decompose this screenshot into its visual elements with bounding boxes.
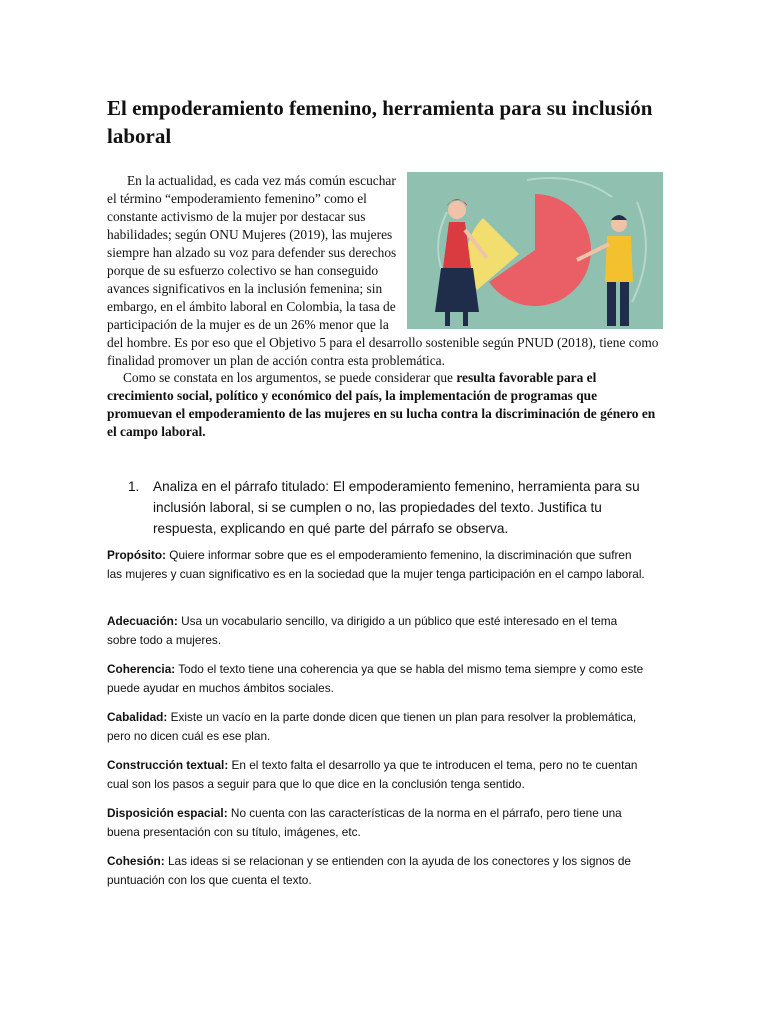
answer-adecuacion (107, 612, 647, 650)
intro-text: En la actualidad, es cada vez más común escuchar el término “empoderamiento femenino” como el constante activismo de la mujer por destacar sus habilidades; según ONU Mujeres (2019), las mujeres siempre han alzado su voz para defender sus derechos porque de su esfuerzo colectivo se han conseguido avances significativos en la inclusión femenina; sin embargo, en el ámbito laboral en Colombia, la tasa de participación de la mujer es de un 26% menor que la del hombre. Es por eso que el Objetivo 5 para el desarrollo sostenible según PNUD (2018), tiene como finalidad promover un plan de acción contra esta problemática. (107, 173, 659, 368)
answer-disposicion-espacial (107, 804, 647, 842)
page-title: El empoderamiento femenino, herramienta para su inclusión laboral (107, 96, 653, 148)
answer-text: Las ideas si se relacionan y se entienden con la ayuda de los conectores y los signos de puntuación con los que cuenta el texto. (107, 854, 631, 887)
answer-label: Propósito: (107, 548, 166, 562)
conclusion-bold: resulta favorable para el crecimiento social, político y económico del país, la implementación de programas que promuevan el empoderamiento de las mujeres en su lucha contra la discriminación de género en el campo laboral. (107, 370, 656, 439)
answer-label: Adecuación: (107, 614, 178, 628)
answer-label: Coherencia: (107, 662, 176, 676)
answer-text: Todo el texto tiene una coherencia ya que se habla del mismo tema siempre y como este puede ayudar en muchos ámbitos sociales. (107, 662, 644, 695)
question-item (128, 476, 658, 539)
answer-label: Cohesión: (107, 854, 165, 868)
answer-construccion-textual (107, 756, 647, 794)
answer-text: Existe un vacío en la parte donde dicen que tienen un plan para resolver la problemática, pero no dicen cuál es ese plan. (107, 710, 637, 743)
answer-coherencia (107, 660, 647, 698)
answer-cohesion (107, 852, 647, 890)
answer-label: Cabalidad: (107, 710, 168, 724)
answer-proposito (107, 546, 647, 584)
answer-text: En el texto falta el desarrollo ya que te introducen el tema, pero no te cuentan cual son los pasos a seguir para que lo que dice en la conclusión tenga sentido. (107, 758, 638, 791)
answer-cabalidad (107, 708, 647, 746)
conclusion-lead: Como se constata en los argumentos, se puede considerar que (123, 370, 457, 385)
answer-text: No cuenta con las características de la norma en el párrafo, pero tiene una buena presentación con su título, imágenes, etc. (107, 806, 622, 839)
answer-text: Usa un vocabulario sencillo, va dirigido a un público que esté interesado en el tema sobre todo a mujeres. (107, 614, 618, 647)
answer-text: Quiere informar sobre que es el empoderamiento femenino, la discriminación que sufren las mujeres y cuan significativo es en la sociedad que la mujer tenga participación en el campo laboral. (107, 548, 645, 581)
question-text: Analiza en el párrafo titulado: El empoderamiento femenino, herramienta para su inclusión laboral, si se cumplen o no, las propiedades del texto. Justifica tu respuesta, explicando en qué parte del párrafo se observa. (153, 479, 640, 536)
pie-chart-illustration (407, 172, 663, 329)
answer-label: Disposición espacial: (107, 806, 228, 820)
question-number: 1. (128, 479, 140, 494)
intro-paragraph (107, 172, 659, 370)
answer-label: Construcción textual: (107, 758, 229, 772)
conclusion-paragraph (107, 369, 663, 441)
